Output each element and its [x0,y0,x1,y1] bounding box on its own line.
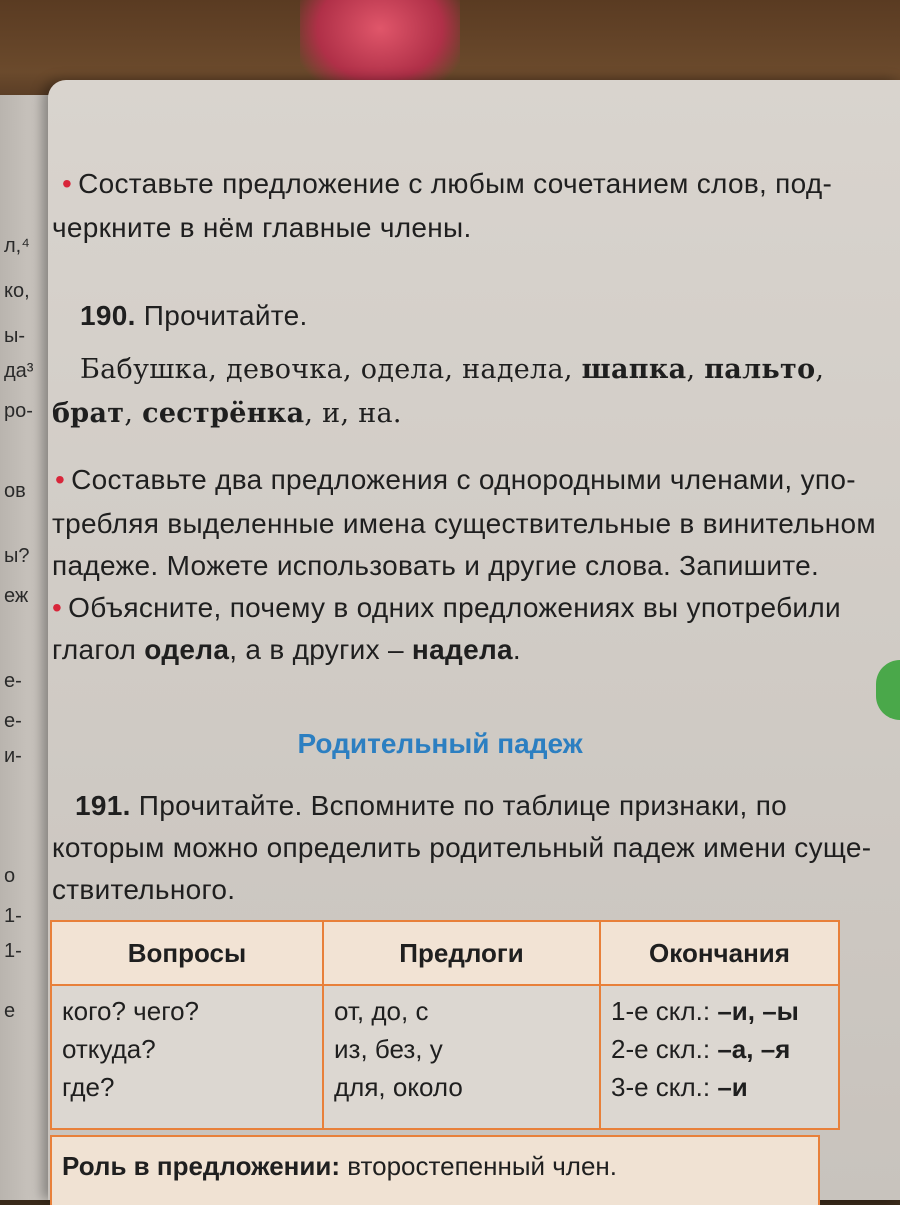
margin-fragment: о [4,865,16,887]
table-header-row [51,921,839,985]
margin-fragment: е [4,1000,16,1022]
exercise-number: 191. [75,790,131,821]
highlighted-word: пальто [704,354,816,385]
margin-fragment: ы- [4,325,26,347]
margin-fragment: и- [4,745,22,767]
margin-fragment: е- [4,670,22,692]
role-label: Роль в предложении: [62,1151,341,1181]
sentence-role-row [50,1135,820,1205]
exercise-instruction: Прочитайте. [143,300,308,331]
endings-cell: 1-е скл.: –и, –ы 2-е скл.: –а, –я 3-е скл.: –и [600,985,839,1129]
section-heading: Родительный падеж [297,728,583,759]
margin-fragment: да³ [4,360,34,382]
task-line: падеже. Можете использовать и другие слова. Запишите. [52,550,820,581]
table-header: Вопросы [51,921,323,985]
table-row [51,985,839,1129]
genitive-case-table [50,920,840,1130]
margin-fragment: ро- [4,400,33,422]
highlighted-word: одела [144,634,230,665]
exercise-190-header [80,300,308,332]
exercise-number: 190. [80,300,136,331]
highlighted-word: шапка [581,354,687,385]
table-header: Окончания [600,921,839,985]
task-line: черкните в нём главные члены. [52,212,472,243]
bullet-icon: • [55,464,66,495]
highlighted-word: сестрёнка [142,398,305,429]
margin-fragment: ко, [4,280,30,302]
task-line: • Объясните, почему в одних предложениях вы употребили [52,592,841,623]
margin-fragment: еж [4,585,29,607]
margin-fragment: 1- [4,905,22,927]
margin-fragment: ы? [4,545,30,567]
task-line: требляя выделенные имена существительные в винительном [52,508,876,539]
exercise-191-line: которым можно определить родительный падеж имени суще- [52,832,872,863]
task-line: • Составьте два предложения с однородными членами, упо- [55,464,856,495]
task-line: глагол одела, а в других – надела. [52,634,522,665]
role-value: второстепенный член. [347,1151,618,1181]
margin-fragment: л,⁴ [4,235,30,257]
bullet-icon: • [52,592,63,623]
word-list-line2: брат, сестрёнка, и, на. [52,398,402,429]
prepositions-cell: от, до, с из, без, у для, около [323,985,600,1129]
word-list-line1: Бабушка, девочка, одела, надела, шапка, пальто, [80,354,825,385]
table-header: Предлоги [323,921,600,985]
highlighted-word: надела [411,634,513,665]
highlighted-word: брат [52,398,125,429]
task-line: • Составьте предложение с любым сочетанием слов, под- [62,168,833,199]
margin-fragment: е- [4,710,22,732]
margin-fragment: ов [4,480,26,502]
margin-fragment: 1- [4,940,22,962]
exercise-191-line: ствительного. [52,874,236,905]
bullet-icon: • [62,168,73,199]
page-tab-marker [876,660,900,720]
questions-cell: кого? чего? откуда? где? [51,985,323,1129]
exercise-191-line: 191. Прочитайте. Вспомните по таблице признаки, по [75,790,788,821]
